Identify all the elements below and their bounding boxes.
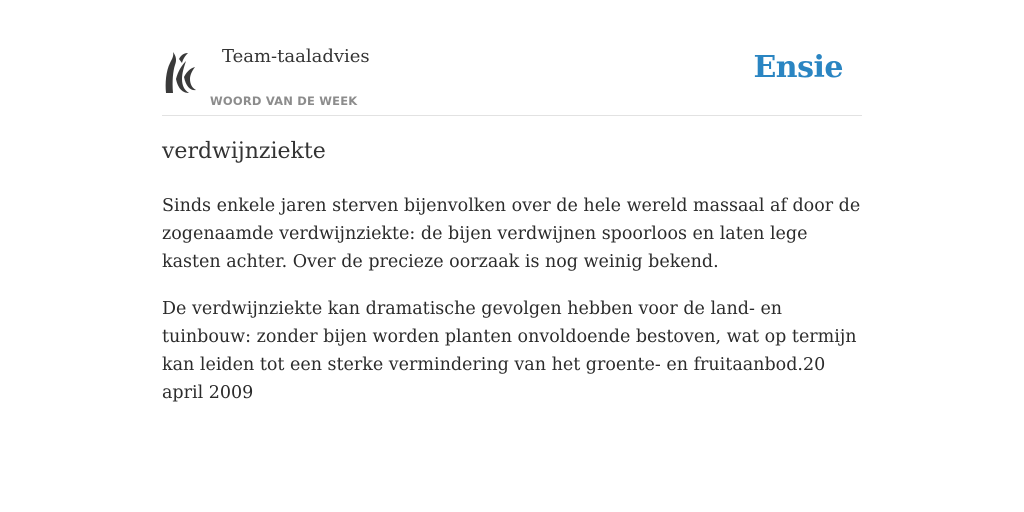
paragraph: Sinds enkele jaren sterven bijenvolken over de hele wereld massaal af door de zogenaamde verdwijnziekte: de bijen verdwijnen spoorloos en laten lege kasten achter. Over de precieze oorzaak is nog weinig bekend.	[162, 196, 861, 272]
card-header	[162, 0, 862, 116]
entry-body	[162, 192, 862, 426]
ensie-logo[interactable]: Ensie	[753, 50, 843, 85]
word-card	[162, 0, 862, 403]
entry-date: 20 april 2009	[162, 355, 826, 403]
author-name[interactable]: Team-taaladvies	[222, 46, 370, 67]
flemish-lion-logo-icon	[162, 49, 198, 95]
paragraph	[162, 295, 862, 407]
paragraph-text: De verdwijnziekte kan dramatische gevolgen hebben voor de land- en tuinbouw: zonder bijen worden planten onvoldoende bestoven, wat op termijn kan leiden tot een sterke vermindering van het groente- en fruitaanbod.	[162, 299, 857, 375]
word-title: verdwijnziekte	[162, 139, 326, 164]
category-label: WOORD VAN DE WEEK	[210, 94, 358, 108]
